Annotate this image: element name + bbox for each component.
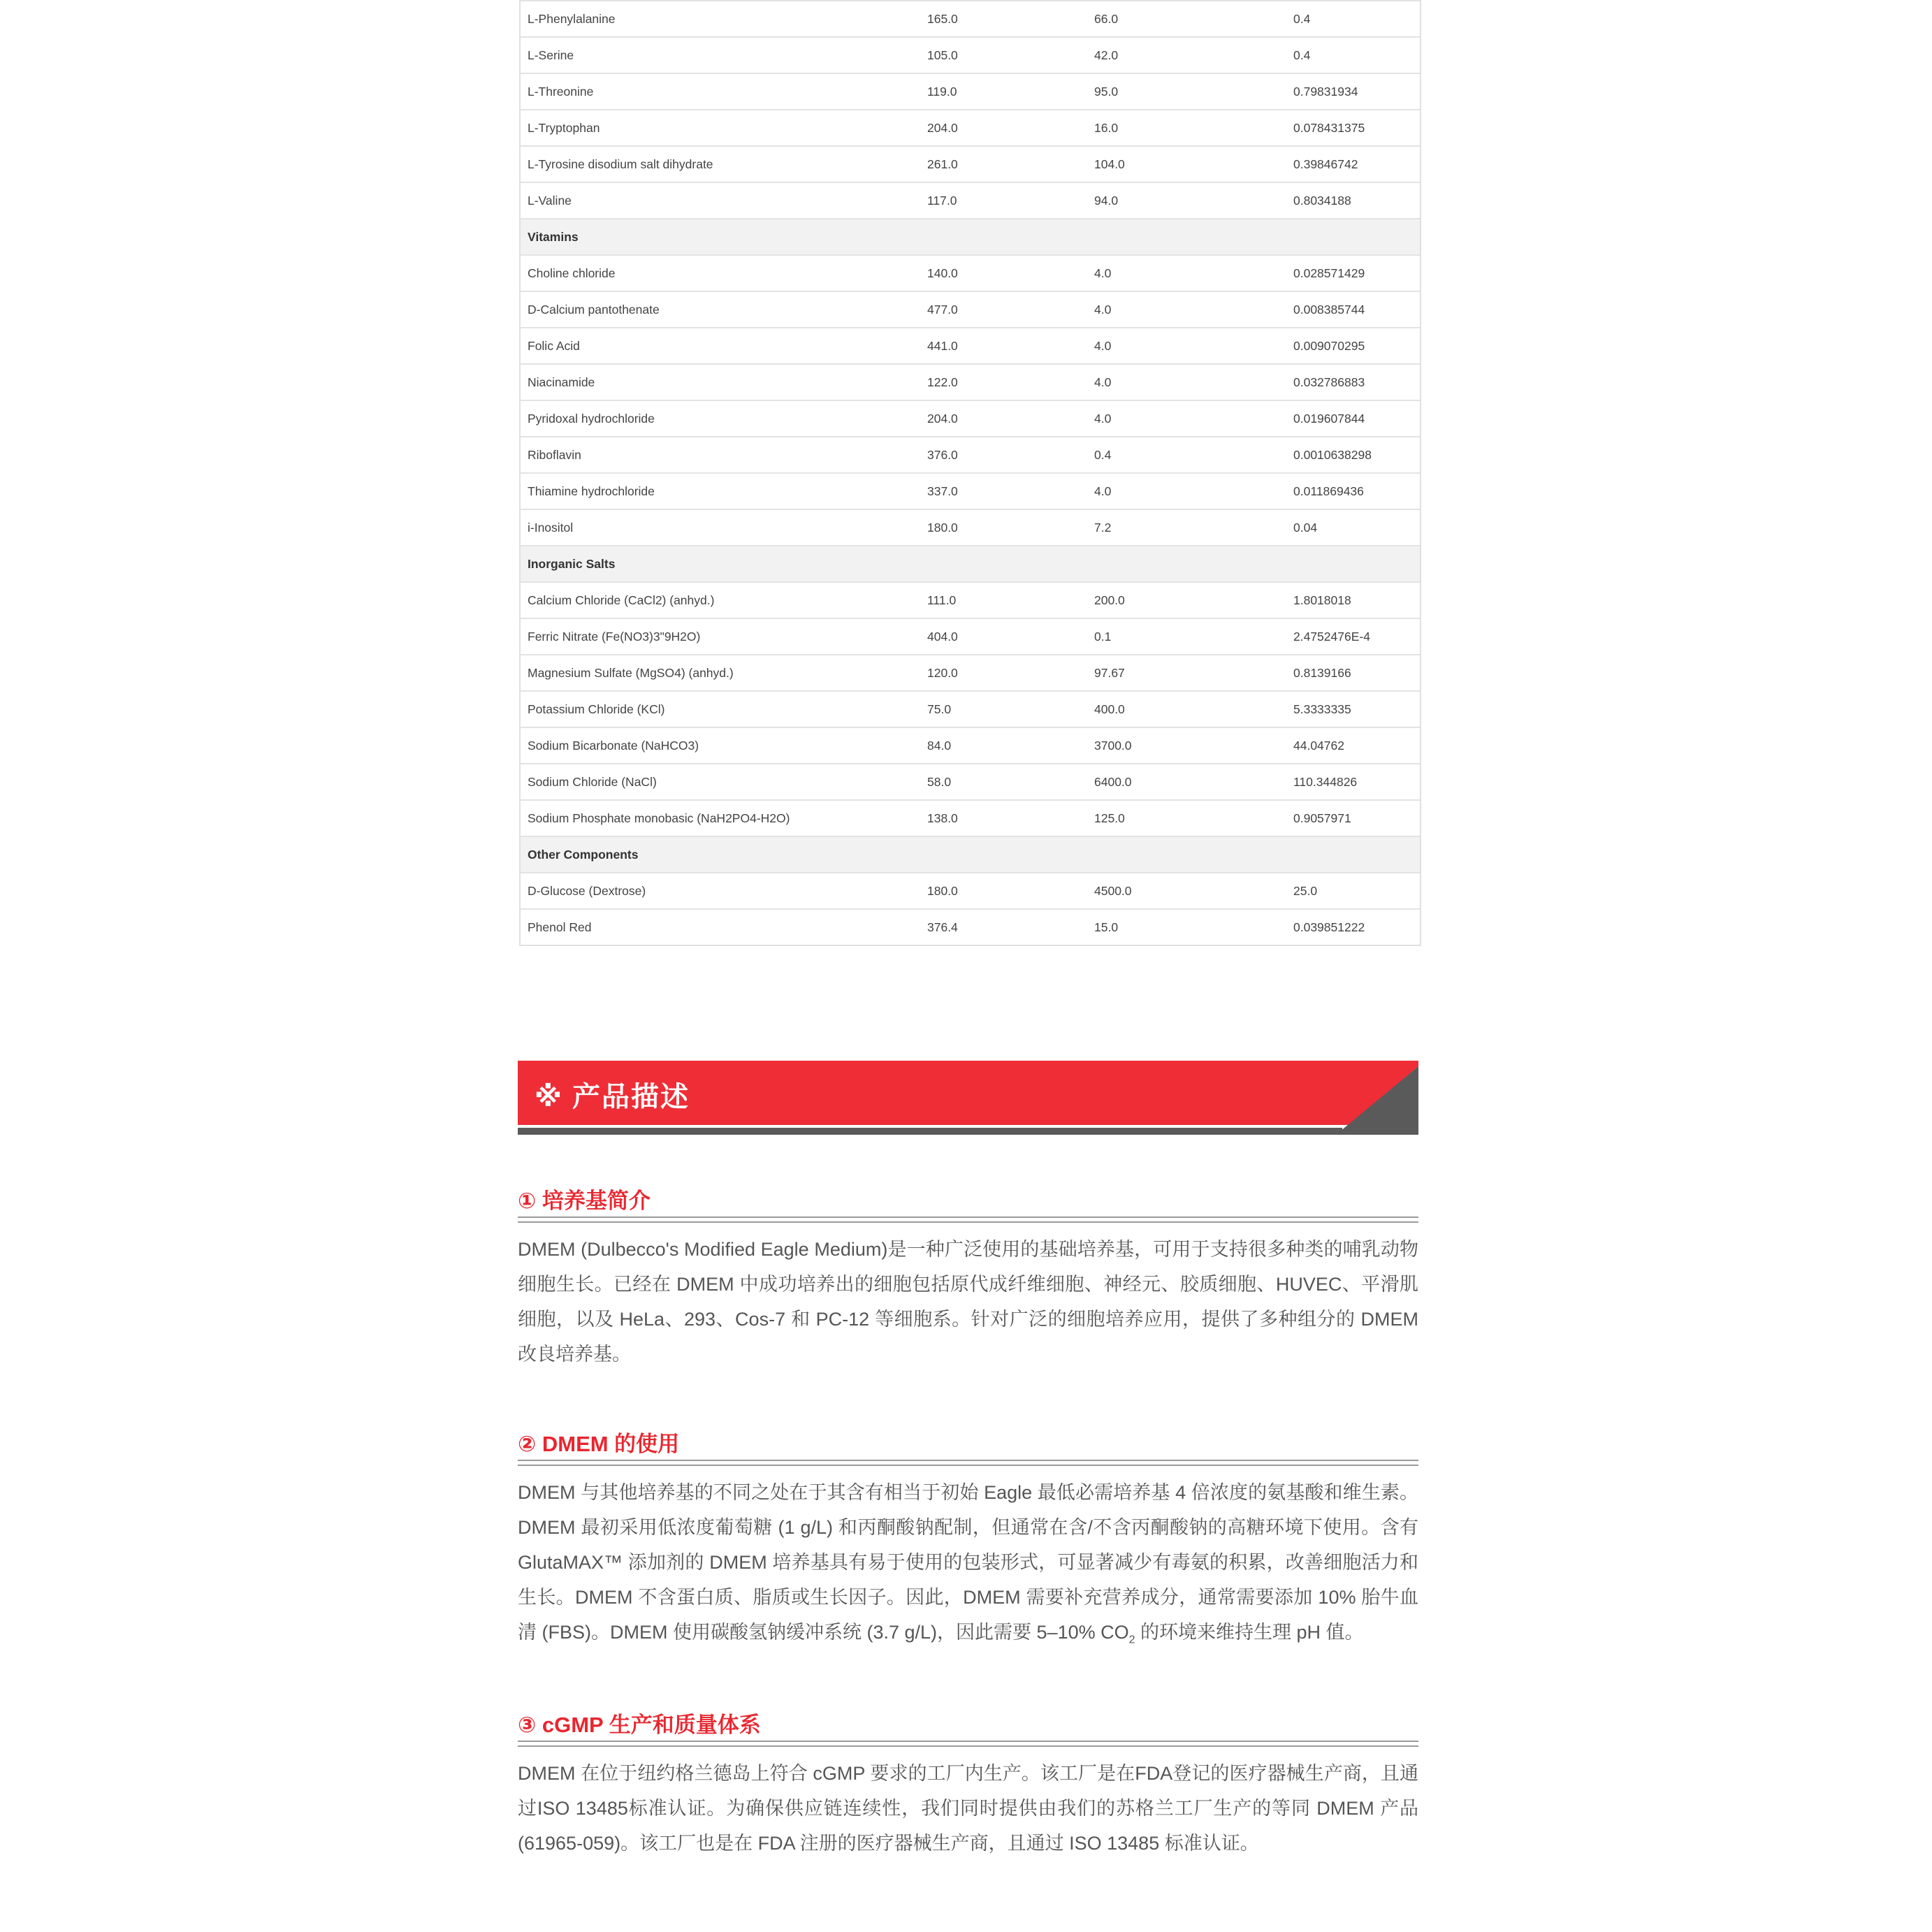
table-row bbox=[521, 110, 1420, 146]
usage-text-tail: 的环境来维持生理 pH 值。 bbox=[1135, 1622, 1364, 1643]
molecular-weight-cell: 117.0 bbox=[920, 182, 1087, 219]
table-row bbox=[521, 582, 1420, 618]
section-label: Vitamins bbox=[521, 219, 1420, 255]
table-row bbox=[521, 73, 1420, 110]
table-section-row bbox=[521, 546, 1420, 582]
table-row bbox=[521, 146, 1420, 182]
molecular-weight-cell: 404.0 bbox=[920, 618, 1087, 655]
section-rule bbox=[518, 1460, 1418, 1466]
millimolar-cell: 0.032786883 bbox=[1286, 364, 1420, 400]
component-name-cell: L-Tyrosine disodium salt dihydrate bbox=[521, 146, 920, 182]
co2-subscript: 2 bbox=[1128, 1634, 1135, 1646]
table-row bbox=[521, 255, 1420, 291]
millimolar-cell: 25.0 bbox=[1286, 873, 1420, 909]
millimolar-cell: 0.008385744 bbox=[1286, 291, 1420, 328]
concentration-cell: 3700.0 bbox=[1087, 727, 1286, 764]
concentration-cell: 200.0 bbox=[1087, 582, 1286, 618]
molecular-weight-cell: 261.0 bbox=[920, 146, 1087, 182]
concentration-cell: 97.67 bbox=[1087, 655, 1286, 691]
component-name-cell: Riboflavin bbox=[521, 437, 920, 473]
component-name-cell: L-Valine bbox=[521, 182, 920, 219]
table-row bbox=[521, 364, 1420, 400]
concentration-cell: 94.0 bbox=[1087, 182, 1286, 219]
millimolar-cell: 0.039851222 bbox=[1286, 909, 1420, 945]
component-name-cell: Sodium Phosphate monobasic (NaH2PO4-H2O) bbox=[521, 800, 920, 836]
component-name-cell: Potassium Chloride (KCl) bbox=[521, 691, 920, 727]
concentration-cell: 4.0 bbox=[1087, 364, 1286, 400]
millimolar-cell: 0.019607844 bbox=[1286, 400, 1420, 437]
component-name-cell: Pyridoxal hydrochloride bbox=[521, 400, 920, 437]
section-body-cgmp: DMEM 在位于纽约格兰德岛上符合 cGMP 要求的工厂内生产。该工厂是在FDA登记的医疗器械生产商，且通过ISO 13485标准认证。为确保供应链连续性，我们同时提供由我们的苏格兰工厂生产的等同 DMEM 产品 (61965-059)。该工厂也是在 FDA 注册的医疗器械生产商，且通过 ISO 13485 标准认证。 bbox=[518, 1763, 1418, 1854]
millimolar-cell: 0.04 bbox=[1286, 509, 1420, 546]
millimolar-cell: 0.4 bbox=[1286, 1, 1420, 37]
table-row bbox=[521, 1, 1420, 37]
molecular-weight-cell: 84.0 bbox=[920, 727, 1087, 764]
table-row bbox=[521, 473, 1420, 509]
component-name-cell: Folic Acid bbox=[521, 328, 920, 364]
table-row bbox=[521, 873, 1420, 909]
molecular-weight-cell: 204.0 bbox=[920, 400, 1087, 437]
concentration-cell: 95.0 bbox=[1087, 73, 1286, 110]
section-heading-usage: ② DMEM 的使用 bbox=[518, 1432, 680, 1456]
table-row bbox=[521, 655, 1420, 691]
millimolar-cell: 1.8018018 bbox=[1286, 582, 1420, 618]
concentration-cell: 4.0 bbox=[1087, 400, 1286, 437]
concentration-cell: 66.0 bbox=[1087, 1, 1286, 37]
concentration-cell: 104.0 bbox=[1087, 146, 1286, 182]
table-row bbox=[521, 691, 1420, 727]
component-name-cell: L-Tryptophan bbox=[521, 110, 920, 146]
molecular-weight-cell: 105.0 bbox=[920, 37, 1087, 73]
component-name-cell: Choline chloride bbox=[521, 255, 920, 291]
table-row bbox=[521, 182, 1420, 219]
concentration-cell: 4.0 bbox=[1087, 473, 1286, 509]
concentration-cell: 0.4 bbox=[1087, 437, 1286, 473]
component-name-cell: Thiamine hydrochloride bbox=[521, 473, 920, 509]
component-name-cell: Sodium Chloride (NaCl) bbox=[521, 764, 920, 800]
component-name-cell: i-Inositol bbox=[521, 509, 920, 546]
table-row bbox=[521, 509, 1420, 546]
millimolar-cell: 5.3333335 bbox=[1286, 691, 1420, 727]
concentration-cell: 4.0 bbox=[1087, 328, 1286, 364]
concentration-cell: 125.0 bbox=[1087, 800, 1286, 836]
table-row bbox=[521, 291, 1420, 328]
millimolar-cell: 0.39846742 bbox=[1286, 146, 1420, 182]
molecular-weight-cell: 58.0 bbox=[920, 764, 1087, 800]
concentration-cell: 7.2 bbox=[1087, 509, 1286, 546]
molecular-weight-cell: 204.0 bbox=[920, 110, 1087, 146]
section-label: Other Components bbox=[521, 836, 1420, 873]
molecular-weight-cell: 376.0 bbox=[920, 437, 1087, 473]
millimolar-cell: 0.8139166 bbox=[1286, 655, 1420, 691]
millimolar-cell: 0.9057971 bbox=[1286, 800, 1420, 836]
component-name-cell: Niacinamide bbox=[521, 364, 920, 400]
concentration-cell: 42.0 bbox=[1087, 37, 1286, 73]
molecular-weight-cell: 140.0 bbox=[920, 255, 1087, 291]
concentration-cell: 4.0 bbox=[1087, 255, 1286, 291]
molecular-weight-cell: 180.0 bbox=[920, 509, 1087, 546]
concentration-cell: 16.0 bbox=[1087, 110, 1286, 146]
molecular-weight-cell: 337.0 bbox=[920, 473, 1087, 509]
component-name-cell: D-Calcium pantothenate bbox=[521, 291, 920, 328]
component-name-cell: Calcium Chloride (CaCl2) (anhyd.) bbox=[521, 582, 920, 618]
component-name-cell: L-Threonine bbox=[521, 73, 920, 110]
millimolar-cell: 0.8034188 bbox=[1286, 182, 1420, 219]
components-table bbox=[521, 0, 1420, 945]
product-description-banner bbox=[518, 1061, 1418, 1135]
component-name-cell: Ferric Nitrate (Fe(NO3)3"9H2O) bbox=[521, 618, 920, 655]
table-row bbox=[521, 764, 1420, 800]
molecular-weight-cell: 111.0 bbox=[920, 582, 1087, 618]
table-row bbox=[521, 37, 1420, 73]
millimolar-cell: 0.79831934 bbox=[1286, 73, 1420, 110]
millimolar-cell: 0.009070295 bbox=[1286, 328, 1420, 364]
table-section-row bbox=[521, 836, 1420, 873]
table-section-row bbox=[521, 219, 1420, 255]
section-body-usage bbox=[518, 1475, 1418, 1657]
molecular-weight-cell: 122.0 bbox=[920, 364, 1087, 400]
component-name-cell: L-Phenylalanine bbox=[521, 1, 920, 37]
millimolar-cell: 0.028571429 bbox=[1286, 255, 1420, 291]
table-row bbox=[521, 400, 1420, 437]
section-label: Inorganic Salts bbox=[521, 546, 1420, 582]
component-name-cell: Sodium Bicarbonate (NaHCO3) bbox=[521, 727, 920, 764]
molecular-weight-cell: 376.4 bbox=[920, 909, 1087, 945]
molecular-weight-cell: 165.0 bbox=[920, 1, 1087, 37]
millimolar-cell: 44.04762 bbox=[1286, 727, 1420, 764]
molecular-weight-cell: 119.0 bbox=[920, 73, 1087, 110]
millimolar-cell: 0.011869436 bbox=[1286, 473, 1420, 509]
usage-text-main: DMEM 与其他培养基的不同之处在于其含有相当于初始 Eagle 最低必需培养基 4 倍浓度的氨基酸和维生素。DMEM 最初采用低浓度葡萄糖 (1 g/L) 和丙酮酸钠配制，但通常在含/不含丙酮酸钠的高糖环境下使用。含有 GlutaMAX™ 添加剂的 DMEM 培养基具有易于使用的包装形式，可显著减少有毒氨的积累，改善细胞活力和生长。DMEM 不含蛋白质、脂质或生长因子。因此，DMEM 需要补充营养成分，通常需要添加 10% 胎牛血清 (FBS)。DMEM 使用碳酸氢钠缓冲系统 (3.7 g/L)，因此需要 5–10% CO bbox=[518, 1482, 1418, 1643]
millimolar-cell: 0.4 bbox=[1286, 37, 1420, 73]
section-heading-cgmp: ③ cGMP 生产和质量体系 bbox=[518, 1713, 761, 1737]
section-heading-intro: ① 培养基简介 bbox=[518, 1189, 651, 1213]
millimolar-cell: 110.344826 bbox=[1286, 764, 1420, 800]
concentration-cell: 400.0 bbox=[1087, 691, 1286, 727]
molecular-weight-cell: 75.0 bbox=[920, 691, 1087, 727]
section-body-intro: DMEM (Dulbecco's Modified Eagle Medium)是一种广泛使用的基础培养基，可用于支持很多种类的哺乳动物细胞生长。已经在 DMEM 中成功培养出的细胞包括原代成纤维细胞、神经元、胶质细胞、HUVEC、平滑肌细胞，以及 HeLa、293、Cos-7 和 PC-12 等细胞系。针对广泛的细胞培养应用，提供了多种组分的 DMEM 改良培养基。 bbox=[518, 1239, 1418, 1365]
molecular-weight-cell: 441.0 bbox=[920, 328, 1087, 364]
banner-title: ※ 产品描述 bbox=[535, 1082, 690, 1112]
concentration-cell: 6400.0 bbox=[1087, 764, 1286, 800]
component-name-cell: Phenol Red bbox=[521, 909, 920, 945]
concentration-cell: 0.1 bbox=[1087, 618, 1286, 655]
concentration-cell: 4500.0 bbox=[1087, 873, 1286, 909]
concentration-cell: 15.0 bbox=[1087, 909, 1286, 945]
table-row bbox=[521, 800, 1420, 836]
components-table-body bbox=[521, 1, 1420, 945]
concentration-cell: 4.0 bbox=[1087, 291, 1286, 328]
millimolar-cell: 0.0010638298 bbox=[1286, 437, 1420, 473]
table-row bbox=[521, 909, 1420, 945]
molecular-weight-cell: 120.0 bbox=[920, 655, 1087, 691]
molecular-weight-cell: 180.0 bbox=[920, 873, 1087, 909]
millimolar-cell: 0.078431375 bbox=[1286, 110, 1420, 146]
components-table-container bbox=[519, 0, 1421, 946]
table-row bbox=[521, 328, 1420, 364]
section-rule bbox=[518, 1741, 1418, 1747]
millimolar-cell: 2.4752476E-4 bbox=[1286, 618, 1420, 655]
table-row bbox=[521, 437, 1420, 473]
molecular-weight-cell: 138.0 bbox=[920, 800, 1087, 836]
molecular-weight-cell: 477.0 bbox=[920, 291, 1087, 328]
table-row bbox=[521, 618, 1420, 655]
section-rule bbox=[518, 1216, 1418, 1223]
component-name-cell: L-Serine bbox=[521, 37, 920, 73]
component-name-cell: D-Glucose (Dextrose) bbox=[521, 873, 920, 909]
table-row bbox=[521, 727, 1420, 764]
component-name-cell: Magnesium Sulfate (MgSO4) (anhyd.) bbox=[521, 655, 920, 691]
